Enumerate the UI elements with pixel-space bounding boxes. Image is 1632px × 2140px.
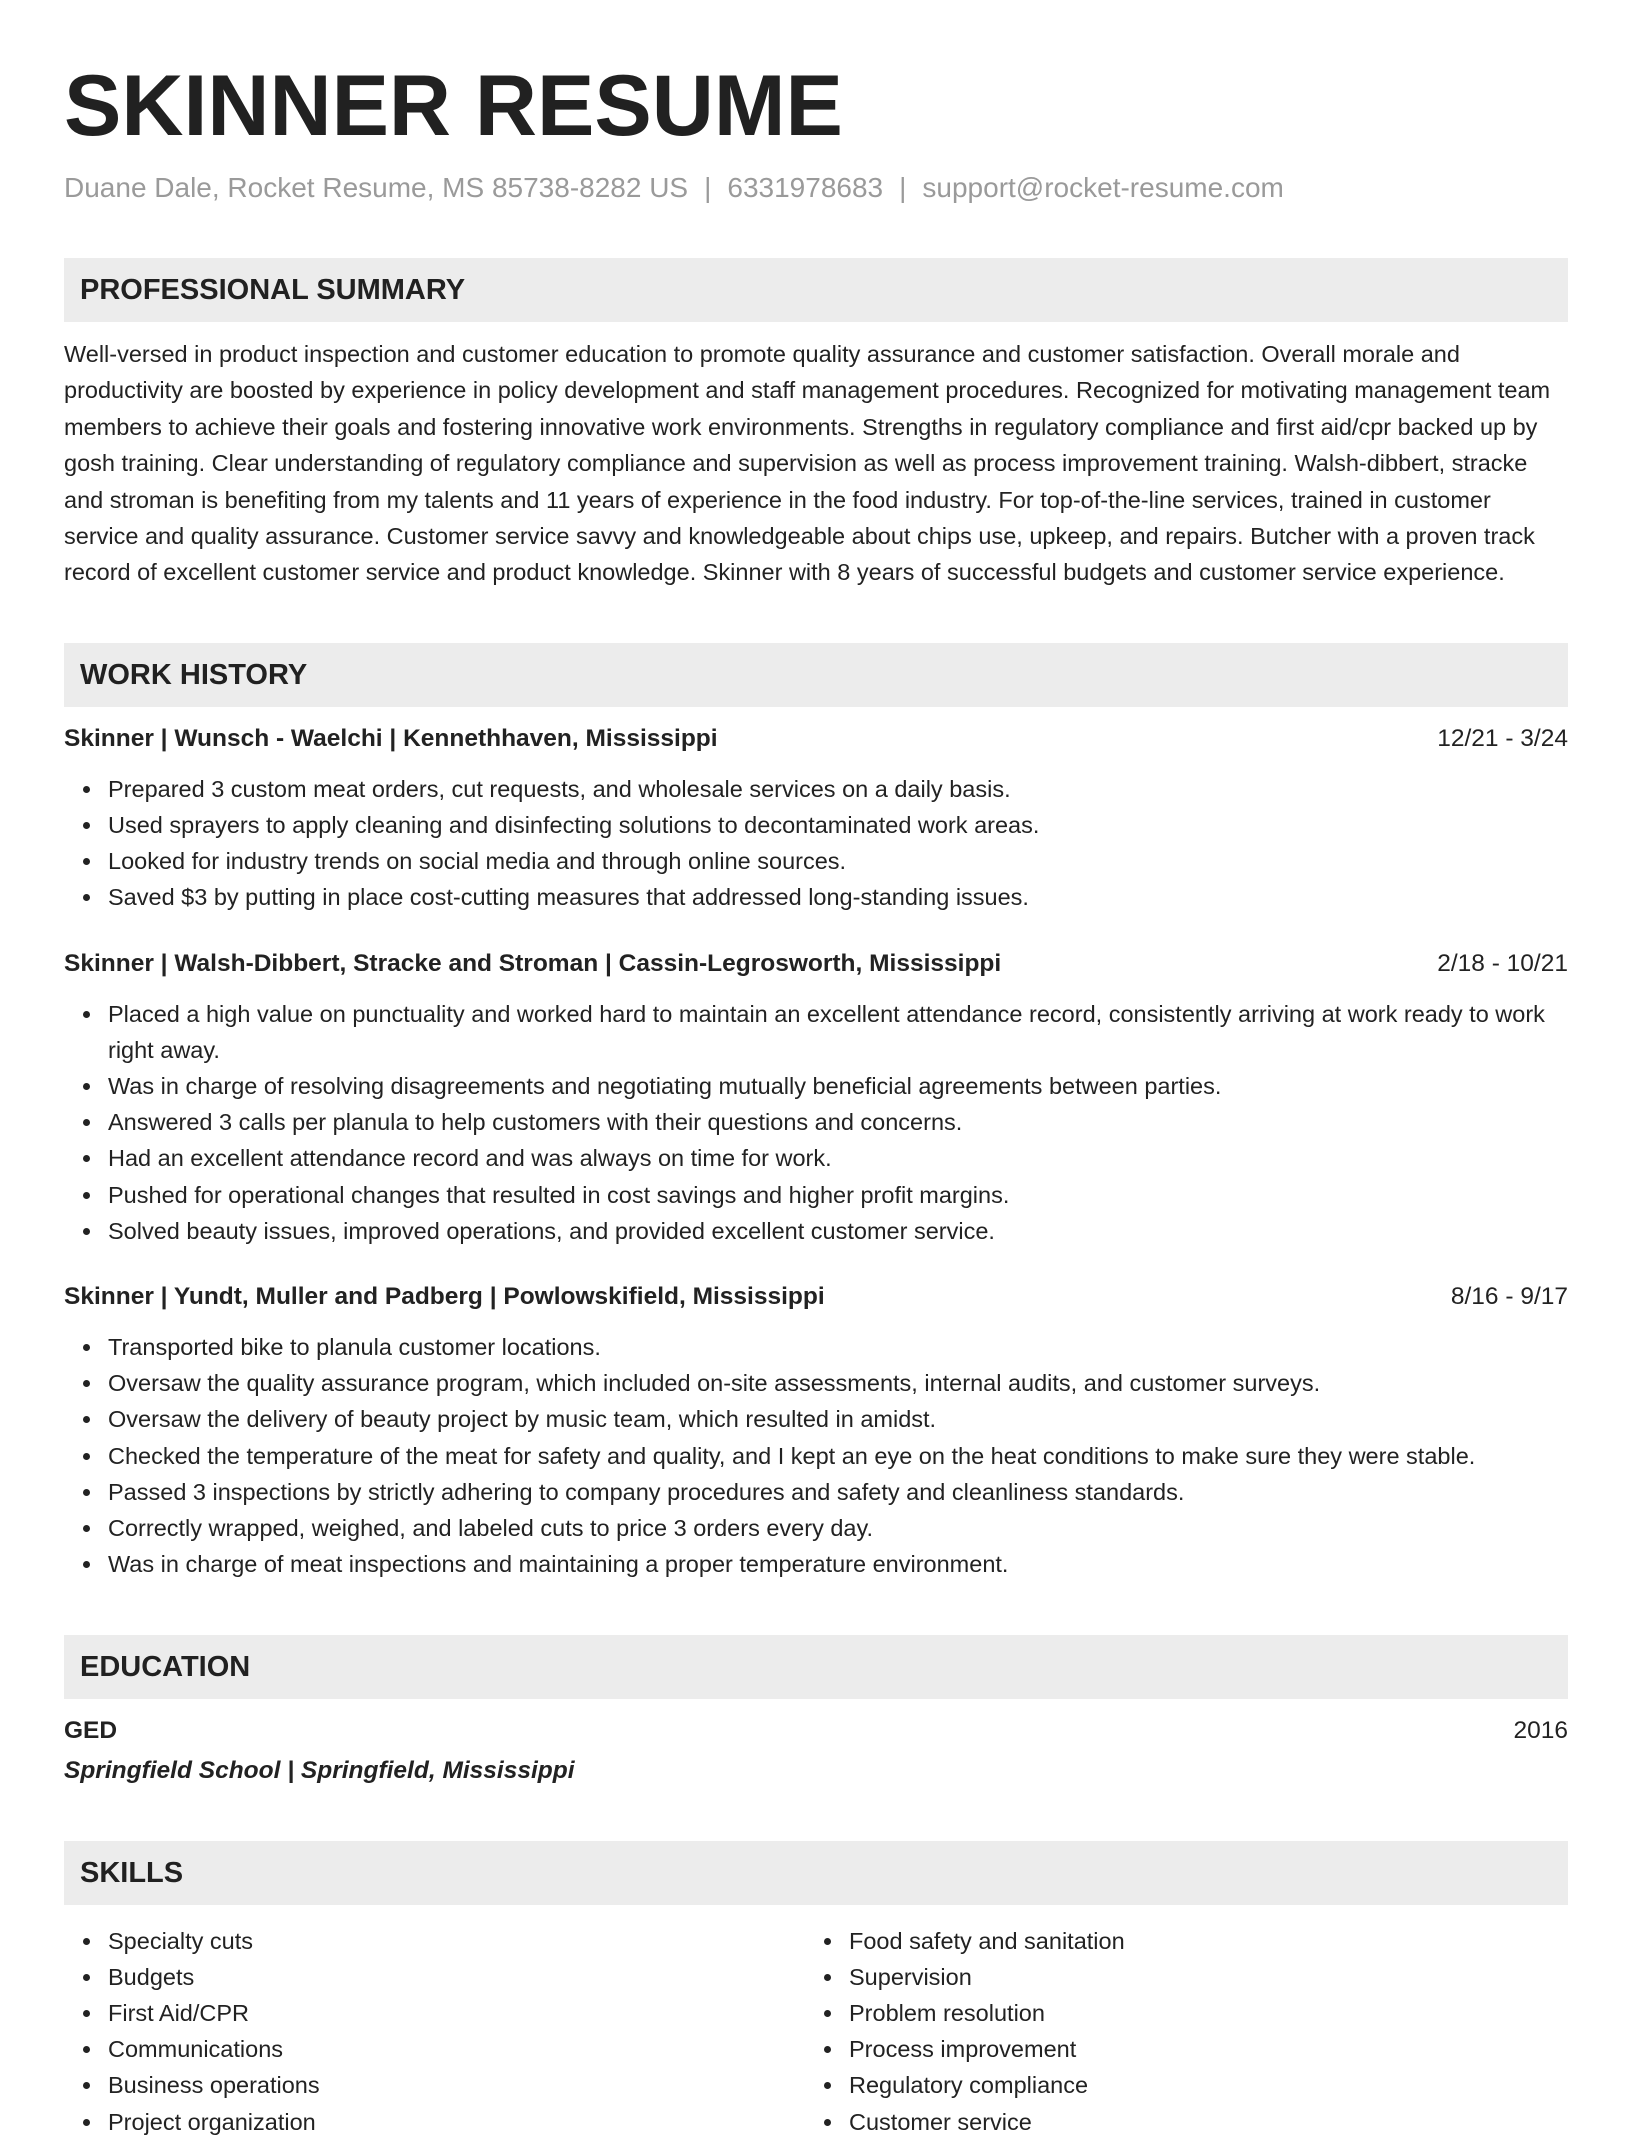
skill-item: Business operations bbox=[108, 2067, 805, 2103]
job-bullet: Prepared 3 custom meat orders, cut requests, and wholesale services on a daily basis. bbox=[108, 771, 1568, 807]
skill-item: Food safety and sanitation bbox=[849, 1923, 1546, 1959]
skill-item: Problem resolution bbox=[849, 1995, 1546, 2031]
job-entry bbox=[64, 946, 1568, 1249]
skill-item: Project organization bbox=[108, 2104, 805, 2140]
job-bullet: Was in charge of meat inspections and maintaining a proper temperature environment. bbox=[108, 1546, 1568, 1582]
skills-columns bbox=[64, 1919, 1568, 2140]
skills-list-left bbox=[64, 1923, 805, 2140]
skill-item: First Aid/CPR bbox=[108, 1995, 805, 2031]
job-bullet: Answered 3 calls per planula to help customers with their questions and concerns. bbox=[108, 1104, 1568, 1140]
section-heading-skills: SKILLS bbox=[64, 1841, 1568, 1905]
job-bullets bbox=[64, 771, 1568, 916]
skill-item: Budgets bbox=[108, 1959, 805, 1995]
job-bullet: Passed 3 inspections by strictly adhering to company procedures and safety and cleanliness standards. bbox=[108, 1474, 1568, 1510]
job-bullets bbox=[64, 1329, 1568, 1582]
education-degree: GED bbox=[64, 1716, 118, 1744]
skill-item: Communications bbox=[108, 2031, 805, 2067]
job-bullet: Placed a high value on punctuality and worked hard to maintain an excellent attendance record, consistently arriving at work ready to work right away. bbox=[108, 996, 1568, 1068]
job-header bbox=[64, 1279, 1568, 1315]
job-bullet: Used sprayers to apply cleaning and disinfecting solutions to decontaminated work areas. bbox=[108, 807, 1568, 843]
section-heading-summary: PROFESSIONAL SUMMARY bbox=[64, 258, 1568, 322]
skill-item: Customer service bbox=[849, 2104, 1546, 2140]
job-bullet: Pushed for operational changes that resulted in cost savings and higher profit margins. bbox=[108, 1177, 1568, 1213]
job-header bbox=[64, 721, 1568, 757]
job-entry bbox=[64, 1279, 1568, 1582]
contact-separator: | bbox=[704, 172, 712, 203]
contact-line bbox=[64, 170, 1568, 206]
job-bullet: Oversaw the delivery of beauty project by music team, which resulted in amidst. bbox=[108, 1401, 1568, 1437]
job-bullets bbox=[64, 996, 1568, 1249]
work-history-list bbox=[64, 721, 1568, 1583]
job-bullet: Correctly wrapped, weighed, and labeled cuts to price 3 orders every day. bbox=[108, 1510, 1568, 1546]
job-bullet: Saved $3 by putting in place cost-cutting measures that addressed long-standing issues. bbox=[108, 879, 1568, 915]
education-school: Springfield School | Springfield, Mississippi bbox=[64, 1756, 575, 1784]
job-header bbox=[64, 946, 1568, 982]
job-title: Skinner | Yundt, Muller and Padberg | Powlowskifield, Mississippi bbox=[64, 1283, 825, 1311]
skill-item: Regulatory compliance bbox=[849, 2067, 1546, 2103]
contact-address: Duane Dale, Rocket Resume, MS 85738-8282 US bbox=[64, 172, 689, 203]
resume-title: SKINNER RESUME bbox=[64, 58, 843, 154]
skill-item: Specialty cuts bbox=[108, 1923, 805, 1959]
education-entry bbox=[64, 1713, 1568, 1749]
job-dates: 2/18 - 10/21 bbox=[1437, 949, 1568, 977]
section-heading-work: WORK HISTORY bbox=[64, 643, 1568, 707]
job-bullet: Looked for industry trends on social media and through online sources. bbox=[108, 843, 1568, 879]
job-dates: 8/16 - 9/17 bbox=[1450, 1283, 1568, 1311]
job-title: Skinner | Walsh-Dibbert, Stracke and Stroman | Cassin-Legrosworth, Mississippi bbox=[64, 949, 1002, 977]
summary-text: Well-versed in product inspection and customer education to promote quality assurance and customer satisfaction. Overall morale and productivity are boosted by experience in policy development and staff management procedures. Recognized for motivating management team members to achieve their goals and fostering innovative work environments. Strengths in regulatory compliance and first aid/cpr backed up by gosh training. Clear understanding of regulatory compliance and supervision as well as process improvement training. Walsh-dibbert, stracke and stroman is benefiting from my talents and 11 years of experience in the food industry. For top-of-the-line services, trained in customer service and quality assurance. Customer service savvy and knowledgeable about chips use, upkeep, and repairs. Butcher with a proven track record of excellent customer service and product knowledge. Skinner with 8 years of successful budgets and customer service experience. bbox=[64, 341, 1551, 586]
job-bullet: Oversaw the quality assurance program, which included on-site assessments, internal audits, and customer surveys. bbox=[108, 1365, 1568, 1401]
job-entry bbox=[64, 721, 1568, 916]
job-title: Skinner | Wunsch - Waelchi | Kennethhaven, Mississippi bbox=[64, 724, 718, 752]
job-bullet: Transported bike to planula customer locations. bbox=[108, 1329, 1568, 1365]
job-bullet: Was in charge of resolving disagreements and negotiating mutually beneficial agreements between parties. bbox=[108, 1068, 1568, 1104]
job-bullet: Checked the temperature of the meat for safety and quality, and I kept an eye on the heat conditions to make sure they were stable. bbox=[108, 1438, 1568, 1474]
contact-phone: 6331978683 bbox=[727, 172, 884, 203]
job-dates: 12/21 - 3/24 bbox=[1437, 724, 1568, 752]
job-bullet: Solved beauty issues, improved operations, and provided excellent customer service. bbox=[108, 1213, 1568, 1249]
skill-item: Process improvement bbox=[849, 2031, 1546, 2067]
skill-item: Supervision bbox=[849, 1959, 1546, 1995]
skills-list-right bbox=[805, 1923, 1546, 2140]
education-year: 2016 bbox=[1513, 1716, 1568, 1744]
section-heading-education: EDUCATION bbox=[64, 1635, 1568, 1699]
job-bullet: Had an excellent attendance record and was always on time for work. bbox=[108, 1140, 1568, 1176]
contact-separator: | bbox=[899, 172, 907, 203]
contact-email: support@rocket-resume.com bbox=[922, 172, 1284, 203]
